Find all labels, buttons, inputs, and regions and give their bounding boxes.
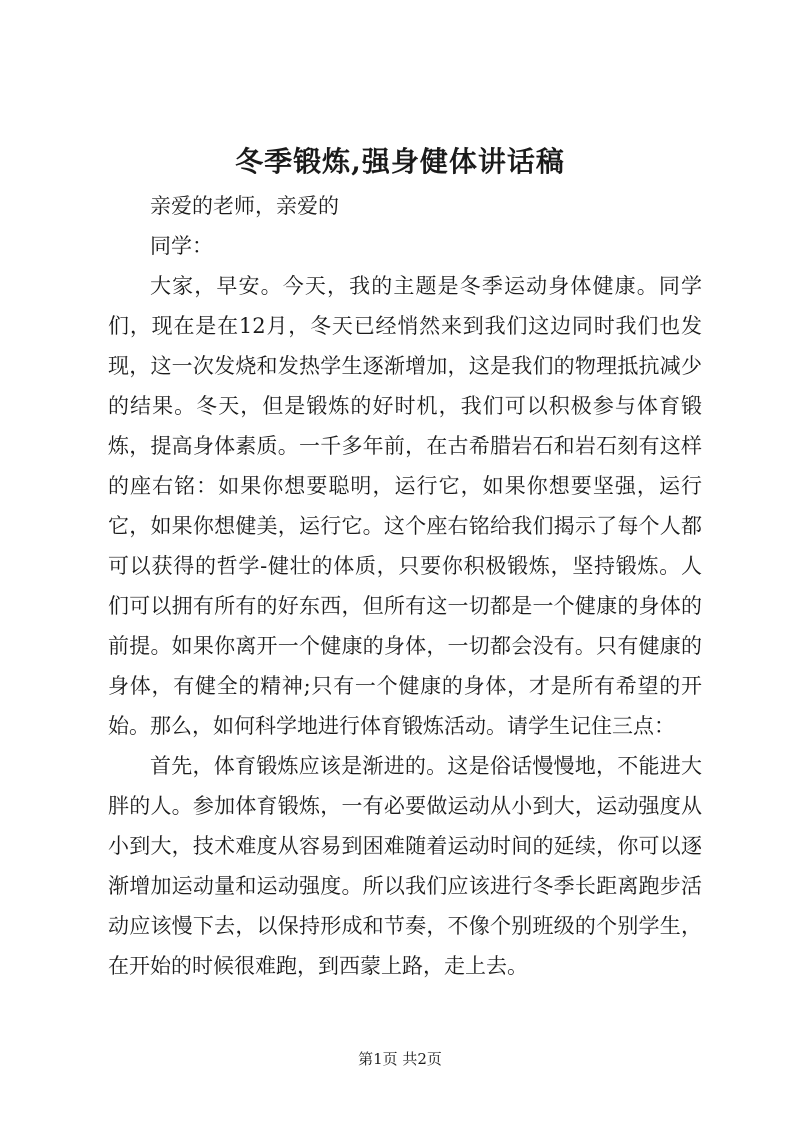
paragraph-introduction: 大家，早安。今天，我的主题是冬季运动身体健康。同学们，现在是在12月，冬天已经悄然来到我们这边同时我们也发现，这一次发烧和发热学生逐渐增加，这是我们的物理抵抗减少的结果。冬天，但是锻炼的好时机，我们可以积极参与体育锻炼，提高身体素质。一千多年前，在古希腊岩石和岩石刻有这样的座右铭：如果你想要聪明，运行它，如果你想要坚强，运行它，如果你想健美，运行它。这个座右铭给我们揭示了每个人都可以获得的哲学-健壮的体质，只要你积极锻炼，坚持锻炼。人们可以拥有所有的好东西，但所有这一切都是一个健康的身体的前提。如果你离开一个健康的身体，一切都会没有。只有健康的身体，有健全的精神;只有一个健康的身体，才是所有希望的开始。那么，如何科学地进行体育锻炼活动。请学生记住三点： (108, 274, 702, 738)
paragraph-salutation-cont: 同学： (150, 234, 213, 258)
page-number-footer: 第1页 共2页 (358, 1050, 442, 1068)
paragraph-first-point: 首先，体育锻炼应该是渐进的。这是俗话慢慢地，不能进大胖的人。参加体育锻炼，一有必要做运动从小到大，运动强度从小到大，技术难度从容易到困难随着运动时间的延续，你可以逐渐增加运动量和运动强度。所以我们应该进行冬季长距离跑步活动应该慢下去，以保持形成和节奏，不像个别班级的个别学生，在开始的时候很难跑，到西蒙上路，走上去。 (108, 754, 702, 978)
document-title: 冬季锻炼,强身健体讲话稿 (235, 145, 565, 178)
paragraph-salutation: 亲爱的老师，亲爱的 (150, 194, 339, 218)
document-body (108, 186, 702, 986)
